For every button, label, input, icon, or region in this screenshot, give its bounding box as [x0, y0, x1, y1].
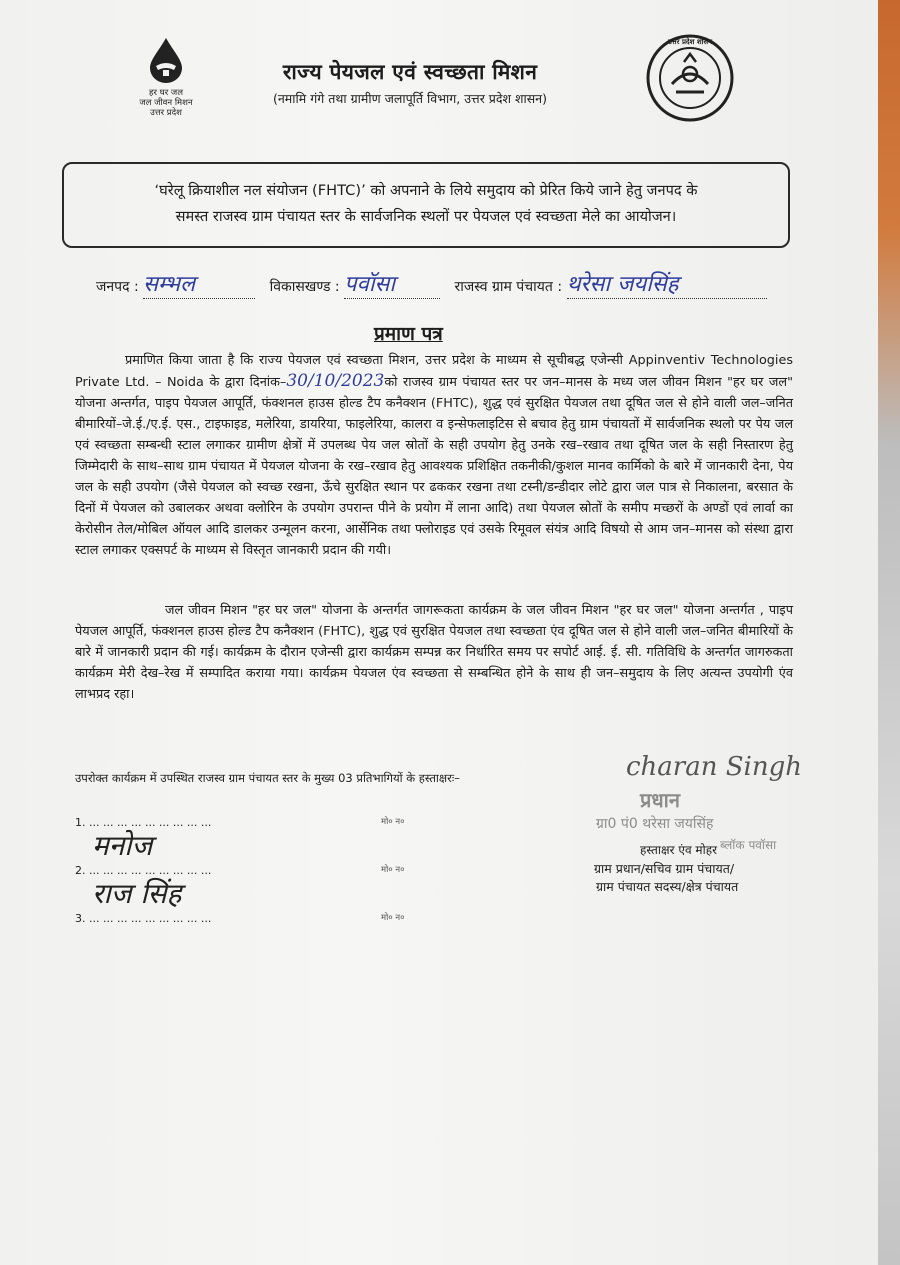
event-date: 30/10/2023 — [286, 371, 385, 391]
stamp-place: ग्रा0 पं0 थरेसा जयसिंह — [596, 816, 714, 832]
block-label: विकासखण्ड : — [269, 279, 340, 295]
page-title: राज्य पेयजल एवं स्वच्छता मिशन — [282, 60, 538, 84]
paragraph-1-body: को राजस्व ग्राम पंचायत स्तर पर जन–मानस के मध्य जल जीवन मिशन "हर घर जल" योजना अन्तर्गत, पाइप पेयजल आपूर्ति, फंक्शनल हाउस होल्ड टैप कनैक्शन (FHTC), शुद्ध एवं सुरक्षित पेयजल तथा दूषित जल से होने वाली जल–जनित बीमारियों–जे.ई./ए.ई. एस., टाइफाइड, मलेरिया, डायरिया, फाइलेरिया, कालरा व इन्सेफलाइटिस से बचाव हेतु ग्राम पंचायतों में सार्वजनिक स्थलो पर पेय जल एवं स्वच्छता सम्बन्धी स्टाल लगाकर ग्रामीण क्षेत्रों में उपलब्ध पेय जल स्रोतों के सही उपयोग हेतु उनके रख–रखाव तथा दूषित जल के सही निस्तारण हेतु जिम्मेदारी के साथ–साथ ग्राम पंचायत में पेयजल योजना के रख–रखाव हेतु आवश्यक प्रशिक्षित तकनीकी/कुशल मानव कार्मिको के बारे में जानकारी देना, पेय जल के सही उपयोग (जैसे पेयजल को स्वच्छ रखना, ऊँचे सुरक्षित स्थान पर ढककर रखना तथा टस्नी/डन्डीदार लोटे द्वारा जल पात्र से निकालना, बरसात के दिनों में पेयजल को उबालकर अथवा क्लोरिन के उपयोग उपरान्त पीने के प्रयोग में लाना आदि) तथा पेयजल स्रोतों के समीप मच्छरों के अण्डों एवं लार्वा का केरोसीन तेल/मोबिल ऑयल आदि डालकर उन्मूलन करना, आर्सेनिक तथा फ्लोराइड एवं उसके रिमूवल संयंत्र आदि विषयो से आम जन–मानस को संस्था द्वारा स्टाल लगाकर एक्सपर्ट के माध्यम से विस्तृत जानकारी प्रदान की गयी। — [75, 375, 793, 558]
district-value: सम्भल — [143, 268, 255, 299]
mobile-label: मो० न० — [381, 913, 405, 923]
subject-line-1: ‘घरेलू क्रियाशील नल संयोजन (FHTC)’ को अपनाने के लिये समुदाय को प्रेरित किये जाने हेतु जनपद के — [154, 182, 698, 199]
subject-box — [62, 162, 790, 248]
participants-intro: उपरोक्त कार्यक्रम में उपस्थित राजस्व ग्राम पंचायत स्तर के मुख्य 03 प्रतिभागियों के हस्ताक्षरः– — [75, 771, 460, 785]
designation-line-2: ग्राम पंचायत सदस्य/क्षेत्र पंचायत — [596, 879, 739, 894]
logo-line-3: उत्तर प्रदेश — [150, 108, 182, 118]
sign-seal-label: हस्ताक्षर एंव मोहर — [640, 843, 718, 857]
panchayat-value: थरेसा जयसिंह — [567, 268, 767, 299]
certificate-heading: प्रमाण पत्र — [374, 323, 443, 345]
water-drop-icon — [146, 36, 186, 84]
location-line — [96, 268, 767, 299]
har-ghar-jal-logo — [128, 36, 204, 118]
header — [230, 58, 590, 107]
mobile-label: मो० न० — [381, 817, 405, 827]
certificate-paragraph-2: जल जीवन मिशन "हर घर जल" योजना के अन्तर्गत जागरूकता कार्यक्रम के जल जीवन मिशन "हर घर जल" योजना अन्तर्गत , पाइप पेयजल आपूर्ति, फंक्शनल हाउस होल्ड टैप कनैक्शन (FHTC), शुद्ध एवं सुरक्षित पेयजल तथा स्वच्छता एंव दूषित जल से होने वाली जल–जनित बीमारियों के बारे में जानकारी प्रदान की गई। कार्यक्रम के दौरान एजेन्सी द्वारा कार्यक्रम सम्पन्न कर निर्धारित समय पर सपोर्ट आई. ई. सी. गतिविधि के अन्तर्गत जागरुकता कार्यक्रम मेरी देख–रेख में सम्पादित कराया गया। कार्यक्रम पेयजल एंव स्वच्छता से सम्बन्धित होने के साथ ही जन–समुदाय के लिए अत्यन्त उपयोगी एंव लाभप्रद रहा। — [75, 603, 793, 702]
designation-line-1: ग्राम प्रधान/सचिव ग्राम पंचायत/ — [594, 861, 735, 876]
page-subtitle: (नमामि गंगे तथा ग्रामीण जलापूर्ति विभाग, उत्तर प्रदेश शासन) — [272, 91, 547, 106]
certificate-paragraph-1 — [75, 350, 793, 561]
panchayat-label: राजस्व ग्राम पंचायत : — [454, 279, 563, 295]
participant-dots: ... ... ... ... ... ... ... ... ... — [89, 912, 212, 925]
district-label: जनपद : — [96, 279, 139, 295]
participant-number: 2. — [75, 864, 86, 877]
participant-signature-1: मनोज — [92, 829, 153, 862]
background-edge — [878, 0, 900, 1265]
stamp-block: ब्लॉक पवॉसा — [720, 838, 777, 852]
participant-dots: ... ... ... ... ... ... ... ... ... — [89, 816, 212, 829]
block-value: पवॉसा — [344, 268, 440, 299]
pradhan-signature: charan Singh — [626, 752, 803, 782]
participant-row-3 — [75, 912, 405, 925]
stamp-title: प्रधान — [640, 788, 680, 812]
seal-emblem-icon — [646, 34, 734, 122]
up-government-seal — [646, 34, 734, 126]
participant-number: 3. — [75, 912, 86, 925]
logo-line-1: हर घर जल — [149, 88, 183, 98]
seal-caption: उत्तर प्रदेश शासन — [667, 38, 713, 46]
subject-line-2: समस्त राजस्व ग्राम पंचायत स्तर के सार्वजनिक स्थलों पर पेयजल एवं स्वच्छता मेले का आयोजन। — [175, 208, 677, 225]
participant-number: 1. — [75, 816, 86, 829]
participant-dots: ... ... ... ... ... ... ... ... ... — [89, 864, 212, 877]
mobile-label: मो० न० — [381, 865, 405, 875]
paragraph-1-intro: प्रमाणित किया जाता है कि राज्य पेयजल एवं स्वच्छता मिशन, उत्तर प्रदेश के माध्यम से सूचीबद्ध एजेन्सी Appinventiv Technologies Private Ltd. – Noida के द्वारा दिनांक– — [75, 353, 793, 390]
logo-line-2: जल जीवन मिशन — [139, 98, 193, 108]
participant-signature-2: राज सिंह — [92, 877, 182, 910]
